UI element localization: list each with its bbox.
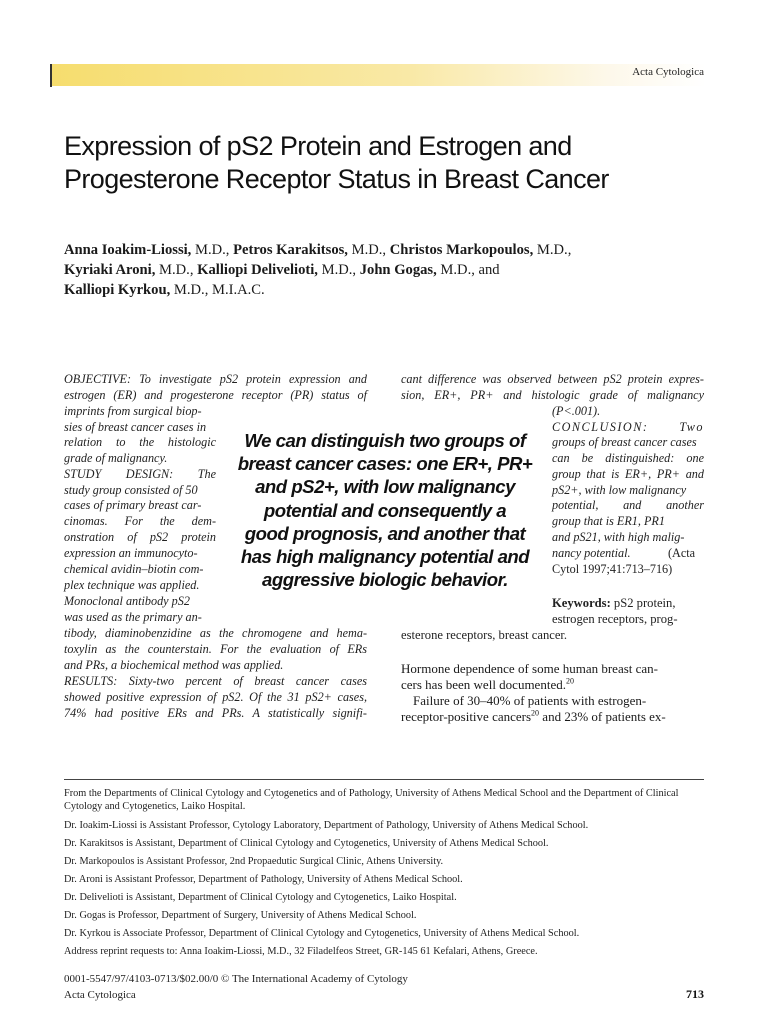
author-name: John Gogas, bbox=[359, 262, 437, 278]
pull-quote-line: aggressive biologic behavior. bbox=[262, 569, 508, 591]
abstract-line: (P<.001). bbox=[552, 404, 601, 418]
reference-marker: 20 bbox=[565, 676, 574, 686]
author-name: Anna Ioakim-Liossi, bbox=[64, 242, 192, 258]
pull-quote-line: has high malignancy potential and bbox=[240, 546, 530, 568]
abstract-line: pS2+, with low malignancy bbox=[552, 483, 687, 497]
abstract-line: plex technique was applied. bbox=[64, 578, 200, 592]
author-degree: M.D., and bbox=[436, 262, 500, 278]
author-note: Dr. Gogas is Professor, Department of Surgery, University of Athens Medical School. bbox=[64, 910, 417, 921]
author-note: Dr. Markopoulos is Assistant Professor, 2nd Propaedutic Surgical Clinic, Athens University. bbox=[64, 856, 444, 867]
abstract-line: CONCLUSION: Two bbox=[552, 420, 704, 434]
article-title bbox=[64, 130, 724, 196]
abstract-line: was used as the primary an- bbox=[64, 610, 202, 624]
issn-copyright: 0001-5547/97/4103-0713/$02.00/0 © The International Academy of Cytology bbox=[64, 973, 408, 985]
abstract-line: groups of breast cancer cases bbox=[552, 435, 697, 449]
author-note: Dr. Karakitsos is Assistant, Department of Clinical Cytology and Cytogenetics, University of Athens Medical School. bbox=[64, 838, 549, 849]
author-degree: M.D., M.I.A.C. bbox=[170, 282, 265, 298]
abstract-line: and pS21, with high malig- bbox=[552, 530, 685, 544]
abstract-line: potential, and another bbox=[552, 498, 704, 512]
header-rule bbox=[50, 64, 52, 87]
author-degree: M.D., bbox=[347, 242, 390, 258]
keywords-line: esterone receptors, breast cancer. bbox=[401, 628, 568, 642]
author-note: Dr. Delivelioti is Assistant, Department of Clinical Cytology and Cytogenetics, Laiko Hospital. bbox=[64, 892, 457, 903]
abstract-line: tibody, diaminobenzidine as the chromogene and hema- bbox=[64, 626, 367, 640]
author-note: Dr. Ioakim-Liossi is Assistant Professor, Cytology Laboratory, Department of Pathology, University of Athens Medical School. bbox=[64, 820, 589, 831]
abstract-line: Monoclonal antibody pS2 bbox=[64, 594, 190, 608]
author-degree: M.D., bbox=[155, 262, 198, 278]
author-note: Dr. Kyrkou is Associate Professor, Department of Clinical Cytology and Cytogenetics, University of Athens Medical School. bbox=[64, 928, 580, 939]
reference-marker: 20 bbox=[531, 708, 540, 718]
pull-quote-line: breast cancer cases: one ER+, PR+ bbox=[237, 453, 533, 475]
body-line: Hormone dependence of some human breast can- bbox=[401, 661, 659, 676]
journal-name-header: Acta Cytologica bbox=[632, 66, 704, 78]
abstract-line: group that is ER+, PR+ and bbox=[552, 467, 704, 481]
citation-prefix: (Acta bbox=[668, 546, 696, 560]
abstract-line: 74% had positive ERs and PRs. A statistically signifi- bbox=[64, 706, 367, 720]
body-text: receptor-positive cancers bbox=[401, 709, 532, 724]
author-name: Christos Markopoulos, bbox=[389, 242, 534, 258]
author-name: Petros Karakitsos, bbox=[233, 242, 348, 258]
abstract-line: estrogen (ER) and progesterone receptor (PR) status of bbox=[64, 388, 367, 402]
author-line-2 bbox=[64, 260, 724, 280]
abstract-line: chemical avidin–biotin com- bbox=[64, 562, 204, 576]
reprint-address: Address reprint requests to: Anna Ioakim-Liossi, M.D., 32 Filadelfeos Street, GR-145 61 Kefalari, Athens, Greece. bbox=[64, 946, 538, 957]
keywords-label: Keywords: bbox=[552, 596, 611, 610]
body-line bbox=[401, 676, 574, 694]
author-list bbox=[64, 240, 724, 300]
abstract-line: cant difference was observed between pS2 protein expres- bbox=[401, 372, 704, 386]
abstract-line: sion, ER+, PR+ and histologic grade of malignancy bbox=[401, 388, 704, 402]
abstract-line: sies of breast cancer cases in bbox=[64, 420, 207, 434]
keywords-line: estrogen receptors, prog- bbox=[552, 612, 678, 626]
pull-quote-line: and pS2+, with low malignancy bbox=[255, 476, 515, 498]
author-name: Kalliopi Kyrkou, bbox=[64, 282, 171, 298]
author-line-1 bbox=[64, 240, 724, 260]
abstract-line: study group consisted of 50 bbox=[64, 483, 198, 497]
pull-quote-line: We can distinguish two groups of bbox=[244, 430, 526, 451]
abstract-line: STUDY DESIGN: The bbox=[64, 467, 216, 481]
keywords-text: pS2 protein, bbox=[613, 596, 676, 610]
body-line: Failure of 30–40% of patients with estrogen- bbox=[413, 693, 647, 708]
keywords-line bbox=[552, 596, 676, 612]
title-line-1: Expression of pS2 Protein and Estrogen and bbox=[64, 131, 572, 161]
footnote-rule bbox=[64, 779, 704, 780]
body-text: cers has been well documented. bbox=[401, 677, 566, 692]
pull-quote-line: good prognosis, and another that bbox=[244, 522, 526, 544]
pull-quote-line: potential and consequently a bbox=[263, 499, 507, 521]
author-degree: M.D., bbox=[317, 262, 360, 278]
abstract-line: can be distinguished: one bbox=[552, 451, 704, 465]
abstract-line: group that is ER1, PR1 bbox=[552, 514, 665, 528]
affiliation-note: From the Departments of Clinical Cytology and Cytogenetics and of Pathology, University of Athens Medical School and the Department of Clinical Cytology and Cytogenetics, Laiko Hospital. bbox=[64, 788, 679, 812]
abstract-line: relation to the histologic bbox=[64, 435, 216, 449]
abstract-line: nancy potential. bbox=[552, 546, 631, 560]
author-degree: M.D., bbox=[533, 242, 572, 258]
abstract-line: cases of primary breast car- bbox=[64, 498, 202, 512]
page-number: 713 bbox=[686, 987, 704, 1001]
abstract-line: RESULTS: Sixty-two percent of breast cancer cases bbox=[64, 674, 367, 688]
abstract-line: OBJECTIVE: To investigate pS2 protein expression and bbox=[64, 372, 367, 386]
body-line bbox=[401, 708, 666, 726]
journal-name-footer: Acta Cytologica bbox=[64, 989, 136, 1001]
author-note: Dr. Aroni is Assistant Professor, Department of Pathology, University of Athens Medical School. bbox=[64, 874, 463, 885]
abstract-line: imprints from surgical biop- bbox=[64, 404, 202, 418]
abstract-line: expression an immunocyto- bbox=[64, 546, 198, 560]
author-name: Kyriaki Aroni, bbox=[64, 262, 156, 278]
abstract-line: cinomas. For the dem- bbox=[64, 514, 216, 528]
abstract-line: showed positive expression of pS2. Of the 31 pS2+ cases, bbox=[64, 690, 367, 704]
citation: Cytol 1997;41:713–716) bbox=[552, 562, 673, 576]
author-name: Kalliopi Delivelioti, bbox=[197, 262, 318, 278]
title-line-2: Progesterone Receptor Status in Breast Cancer bbox=[64, 164, 609, 194]
body-text: and 23% of patients ex- bbox=[539, 709, 666, 724]
abstract-line: onstration of pS2 protein bbox=[64, 530, 216, 544]
abstract-line: grade of malignancy. bbox=[64, 451, 168, 465]
author-line-3 bbox=[64, 280, 724, 300]
pull-quote bbox=[228, 429, 542, 611]
abstract-line: toxylin as the counterstain. For the evaluation of ERs bbox=[64, 642, 367, 656]
abstract-line: and PRs, a biochemical method was applied. bbox=[64, 658, 284, 672]
author-degree: M.D., bbox=[191, 242, 234, 258]
